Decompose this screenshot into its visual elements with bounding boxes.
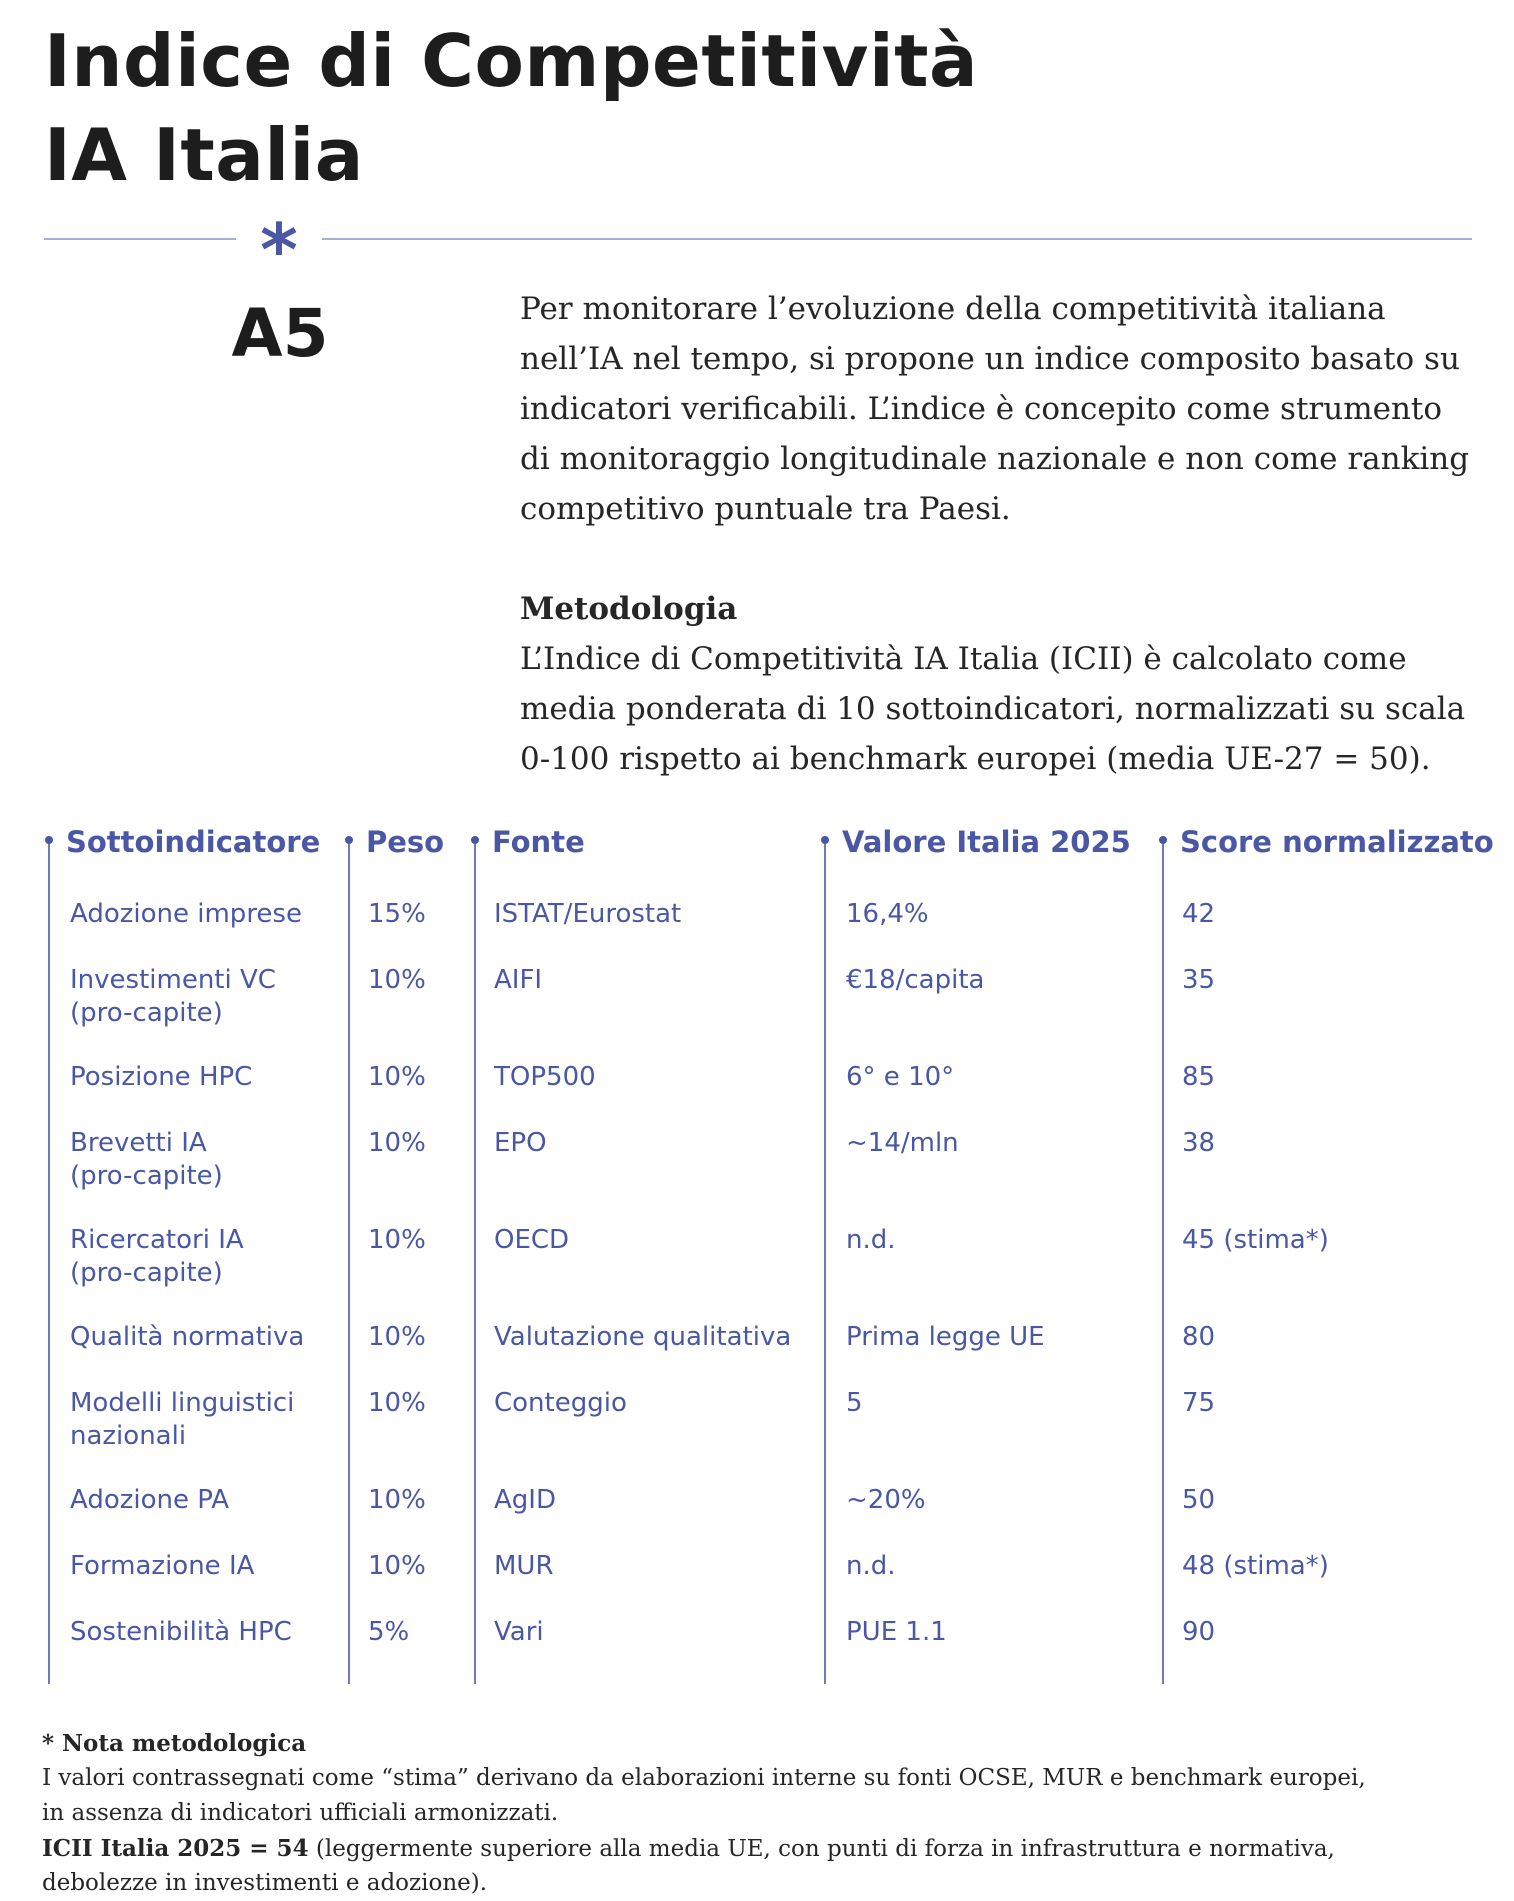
page-title <box>44 14 978 202</box>
table-cell-weight: 10% <box>368 1128 426 1158</box>
column-header-weight: Peso <box>366 825 445 859</box>
column-header-source: Fonte <box>492 825 585 859</box>
table-cell-score: 75 <box>1182 1388 1216 1418</box>
column-line-3 <box>474 838 476 1684</box>
table-cell-weight: 10% <box>368 965 426 995</box>
table-cell-source: EPO <box>494 1128 547 1158</box>
table-cell-weight: 10% <box>368 1551 426 1581</box>
section-code: A5 <box>231 295 329 372</box>
table-cell-indicator: (pro-capite) <box>70 1161 223 1191</box>
table-cell-source: MUR <box>494 1551 554 1581</box>
table-cell-score: 85 <box>1182 1062 1216 1092</box>
table-cell-indicator: Qualità normativa <box>70 1322 305 1352</box>
methodology-text: L’Indice di Competitività IA Italia (ICII) è calcolato come media ponderata di 10 sottoindicatori, normalizzati su scala 0-100 rispetto ai benchmark europei (media UE-27 = 50). <box>520 641 1466 777</box>
table-cell-weight: 5% <box>368 1617 410 1647</box>
column-header-score: Score normalizzato <box>1180 825 1494 859</box>
table-cell-score: 42 <box>1182 899 1216 929</box>
table-cell-weight: 10% <box>368 1485 426 1515</box>
table-cell-indicator: Brevetti IA <box>70 1128 207 1158</box>
note-line-2: in assenza di indicatori ufficiali armonizzati. <box>42 1800 559 1826</box>
column-dot-2 <box>345 836 353 844</box>
table-cell-score: 90 <box>1182 1617 1216 1647</box>
column-header-value: Valore Italia 2025 <box>842 825 1131 859</box>
column-dot-5 <box>1159 836 1167 844</box>
column-line-2 <box>348 838 350 1684</box>
table-cell-indicator: Posizione HPC <box>70 1062 253 1092</box>
table-cell-weight: 10% <box>368 1388 426 1418</box>
table-cell-value: Prima legge UE <box>846 1322 1045 1352</box>
asterisk-icon: * <box>260 208 298 292</box>
note-summary-bold: ICII Italia 2025 = 54 <box>42 1835 309 1862</box>
table-cell-score: 38 <box>1182 1128 1216 1158</box>
table-cell-value: n.d. <box>846 1225 896 1255</box>
table-cell-score: 48 (stima*) <box>1182 1551 1329 1581</box>
table-cell-indicator: Adozione imprese <box>70 899 302 929</box>
table-cell-score: 35 <box>1182 965 1216 995</box>
table-cell-indicator: (pro-capite) <box>70 1258 223 1288</box>
table-cell-score: 80 <box>1182 1322 1216 1352</box>
page-title-line-1: Indice di Competitività <box>44 19 979 103</box>
table-cell-source: ISTAT/Eurostat <box>494 899 682 929</box>
table-cell-indicator: nazionali <box>70 1421 187 1451</box>
table-cell-value: n.d. <box>846 1551 896 1581</box>
table-cell-weight: 10% <box>368 1225 426 1255</box>
note-summary-line-2: debolezze in investimenti e adozione). <box>42 1870 488 1896</box>
table-cell-weight: 10% <box>368 1062 426 1092</box>
table-cell-indicator: (pro-capite) <box>70 998 223 1028</box>
note-title: * Nota metodologica <box>42 1730 307 1757</box>
table-cell-indicator: Modelli linguistici <box>70 1388 295 1418</box>
table-cell-value: ~20% <box>846 1485 926 1515</box>
intro-paragraph: Per monitorare l’evoluzione della competitività italiana nell’IA nel tempo, si propone un indice composito basato su indicatori verificabili. L’indice è concepito come strumento di monitoraggio longitudinale nazionale e non come ranking competitivo puntuale tra Paesi. <box>520 291 1470 527</box>
table-cell-indicator: Ricercatori IA <box>70 1225 244 1255</box>
table-cell-weight: 15% <box>368 899 426 929</box>
table-cell-value: 5 <box>846 1388 863 1418</box>
table-cell-source: TOP500 <box>494 1062 596 1092</box>
table-cell-value: 16,4% <box>846 899 929 929</box>
column-line-5 <box>1162 838 1164 1684</box>
note-summary <box>42 1831 1442 1867</box>
table-cell-source: AIFI <box>494 965 543 995</box>
column-dot-1 <box>45 836 53 844</box>
table-cell-indicator: Sostenibilità HPC <box>70 1617 292 1647</box>
page-title-line-2: IA Italia <box>44 113 364 197</box>
table-cell-source: Valutazione qualitativa <box>494 1322 792 1352</box>
column-dot-3 <box>471 836 479 844</box>
divider-left <box>44 238 236 240</box>
table-cell-value: €18/capita <box>846 965 985 995</box>
table-cell-source: AgID <box>494 1485 556 1515</box>
table-cell-source: Vari <box>494 1617 544 1647</box>
methodology-title: Metodologia <box>520 591 738 627</box>
table-cell-value: ~14/mln <box>846 1128 959 1158</box>
table-cell-value: PUE 1.1 <box>846 1617 947 1647</box>
column-line-4 <box>824 838 826 1684</box>
table-cell-score: 45 (stima*) <box>1182 1225 1329 1255</box>
table-cell-source: OECD <box>494 1225 570 1255</box>
note-summary-text: (leggermente superiore alla media UE, con punti di forza in infrastruttura e normativa, <box>308 1836 1335 1862</box>
table-cell-indicator: Adozione PA <box>70 1485 230 1515</box>
table-cell-weight: 10% <box>368 1322 426 1352</box>
table-cell-value: 6° e 10° <box>846 1062 955 1092</box>
column-line-1 <box>48 838 50 1684</box>
table-cell-score: 50 <box>1182 1485 1216 1515</box>
table-cell-indicator: Investimenti VC <box>70 965 276 995</box>
table-cell-indicator: Formazione IA <box>70 1551 255 1581</box>
column-header-indicator: Sottoindicatore <box>66 825 321 859</box>
divider-right <box>322 238 1472 240</box>
column-dot-4 <box>821 836 829 844</box>
note-line-1: I valori contrassegnati come “stima” derivano da elaborazioni interne su fonti OCSE, MUR e benchmark europei, <box>42 1765 1366 1791</box>
table-cell-source: Conteggio <box>494 1388 627 1418</box>
